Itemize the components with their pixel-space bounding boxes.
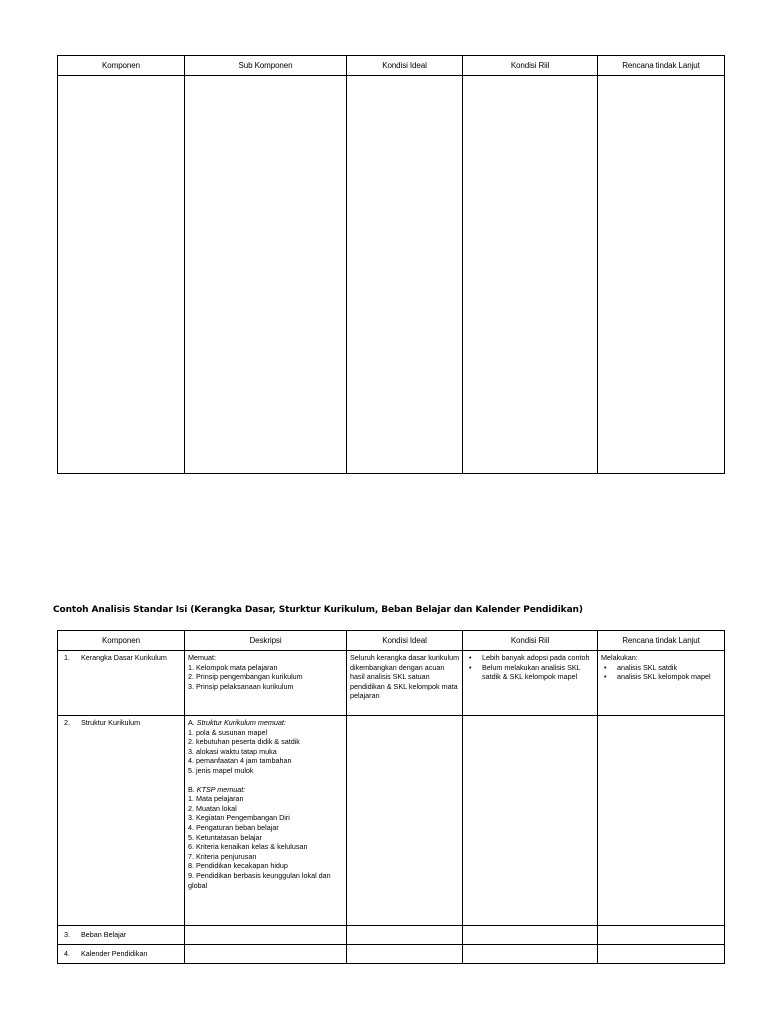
- deskripsi-item: 4. Pengaturan beban belajar: [188, 822, 279, 832]
- table-row: [58, 926, 725, 945]
- deskripsi-item: 1. Mata pelajaran: [188, 794, 244, 804]
- rencana-cell: [598, 716, 725, 926]
- column-header: Rencana tindak Lanjut: [598, 56, 725, 76]
- deskripsi-item: 6. Kriteria kenaikan kelas & kelulusan: [188, 842, 308, 852]
- table-cell: [185, 76, 347, 474]
- kondisi-ideal-text: Seluruh kerangka dasar kurikulum dikembangkan dengan acuan hasil analisis SKL satuan pendidikan & SKL kelompok mata pelajaran: [350, 653, 460, 701]
- table-cell: [347, 76, 463, 474]
- header-row: [58, 56, 725, 76]
- table-cell: [463, 76, 598, 474]
- column-header: Kondisi Ideal: [347, 56, 463, 76]
- rencana-item: • analisis SKL satdik: [601, 663, 722, 673]
- rencana-item: • analisis SKL kelompok mapel: [601, 672, 722, 682]
- section-prefix: B.: [188, 784, 195, 794]
- rencana-intro: Melakukan:: [601, 653, 638, 662]
- deskripsi-cell: [185, 945, 347, 964]
- deskripsi-cell: [185, 716, 347, 926]
- deskripsi-item: 8. Pendidikan kecakapan hidup: [188, 861, 288, 871]
- komponen-cell: [58, 926, 185, 945]
- row-number: 4.: [64, 949, 70, 958]
- komponen-cell: [58, 716, 185, 926]
- deskripsi-item: 2. kebutuhan peserta didik & satdik: [188, 737, 300, 747]
- subsection-title: Struktur Kurikulum memuat:: [196, 718, 286, 727]
- deskripsi-item: 2. Muatan lokal: [188, 803, 237, 813]
- analysis-template-table: [57, 55, 725, 474]
- table-cell: [58, 76, 185, 474]
- column-header: Rencana tindak Lanjut: [598, 631, 725, 651]
- deskripsi-intro: Memuat:: [188, 653, 216, 662]
- row-number: 3.: [64, 930, 70, 939]
- deskripsi-item: 5. jenis mapel mulok: [188, 765, 254, 775]
- kondisi-riil-cell: [463, 716, 598, 926]
- kondisi-ideal-cell: [347, 651, 463, 716]
- kondisi-ideal-cell: [347, 716, 463, 926]
- row-number: 2.: [64, 718, 70, 727]
- deskripsi-item: 4. pemanfaatan 4 jam tambahan: [188, 756, 292, 766]
- komponen-cell: [58, 945, 185, 964]
- column-header: Kondisi Ideal: [347, 631, 463, 651]
- column-header: Deskripsi: [185, 631, 347, 651]
- komponen-label: Kalender Pendidikan: [81, 949, 148, 958]
- header-row: [58, 631, 725, 651]
- section-prefix: A.: [188, 718, 195, 727]
- table-row: [58, 716, 725, 926]
- deskripsi-item: 3. alokasi waktu tatap muka: [188, 746, 277, 756]
- table-row: [58, 651, 725, 716]
- kondisi-riil-item: • Belum melakukan analisis SKL satdik & SKL kelompok mapel: [466, 663, 595, 682]
- komponen-cell: [58, 651, 185, 716]
- row-number: 1.: [64, 653, 70, 662]
- komponen-label: Kerangka Dasar Kurikulum: [81, 653, 167, 662]
- kondisi-ideal-cell: [347, 945, 463, 964]
- deskripsi-item: 9. Pendidikan berbasis keunggulan lokal dan global: [188, 870, 331, 890]
- column-header: Kondisi Riil: [463, 56, 598, 76]
- kondisi-riil-item: • Lebih banyak adopsi pada contoh: [466, 653, 595, 663]
- deskripsi-item: 1. Kelompok mata pelajaran: [188, 662, 278, 672]
- deskripsi-item: 3. Kegiatan Pengembangan Diri: [188, 813, 290, 823]
- kondisi-ideal-cell: [347, 926, 463, 945]
- section-title: Contoh Analisis Standar Isi (Kerangka Dasar, Sturktur Kurikulum, Beban Belajar dan Kalender Pendidikan): [53, 605, 583, 615]
- rencana-cell: [598, 651, 725, 716]
- rencana-cell: [598, 926, 725, 945]
- subsection-title: KTSP memuat:: [196, 784, 246, 794]
- rencana-cell: [598, 945, 725, 964]
- column-header: Sub Komponen: [185, 56, 347, 76]
- kondisi-riil-cell: [463, 651, 598, 716]
- deskripsi-item: 7. Kriteria penjurusan: [188, 851, 257, 861]
- komponen-label: Beban Belajar: [81, 930, 127, 939]
- deskripsi-item: 2. Prinsip pengembangan kurikulum: [188, 672, 303, 682]
- deskripsi-item: 5. Ketuntatasan belajar: [188, 832, 262, 842]
- kondisi-riil-cell: [463, 926, 598, 945]
- table-cell: [598, 76, 725, 474]
- table-row: [58, 76, 725, 474]
- standar-isi-analysis-table: [57, 630, 725, 964]
- column-header: Komponen: [58, 56, 185, 76]
- deskripsi-item: 1. pola & susunan mapel: [188, 727, 268, 737]
- deskripsi-item: 3. Prinsip pelaksanaan kurikulum: [188, 681, 294, 691]
- deskripsi-cell: [185, 651, 347, 716]
- column-header: Kondisi Riil: [463, 631, 598, 651]
- table-row: [58, 945, 725, 964]
- column-header: Komponen: [58, 631, 185, 651]
- komponen-label: Struktur Kurikulum: [81, 718, 141, 727]
- deskripsi-cell: [185, 926, 347, 945]
- kondisi-riil-cell: [463, 945, 598, 964]
